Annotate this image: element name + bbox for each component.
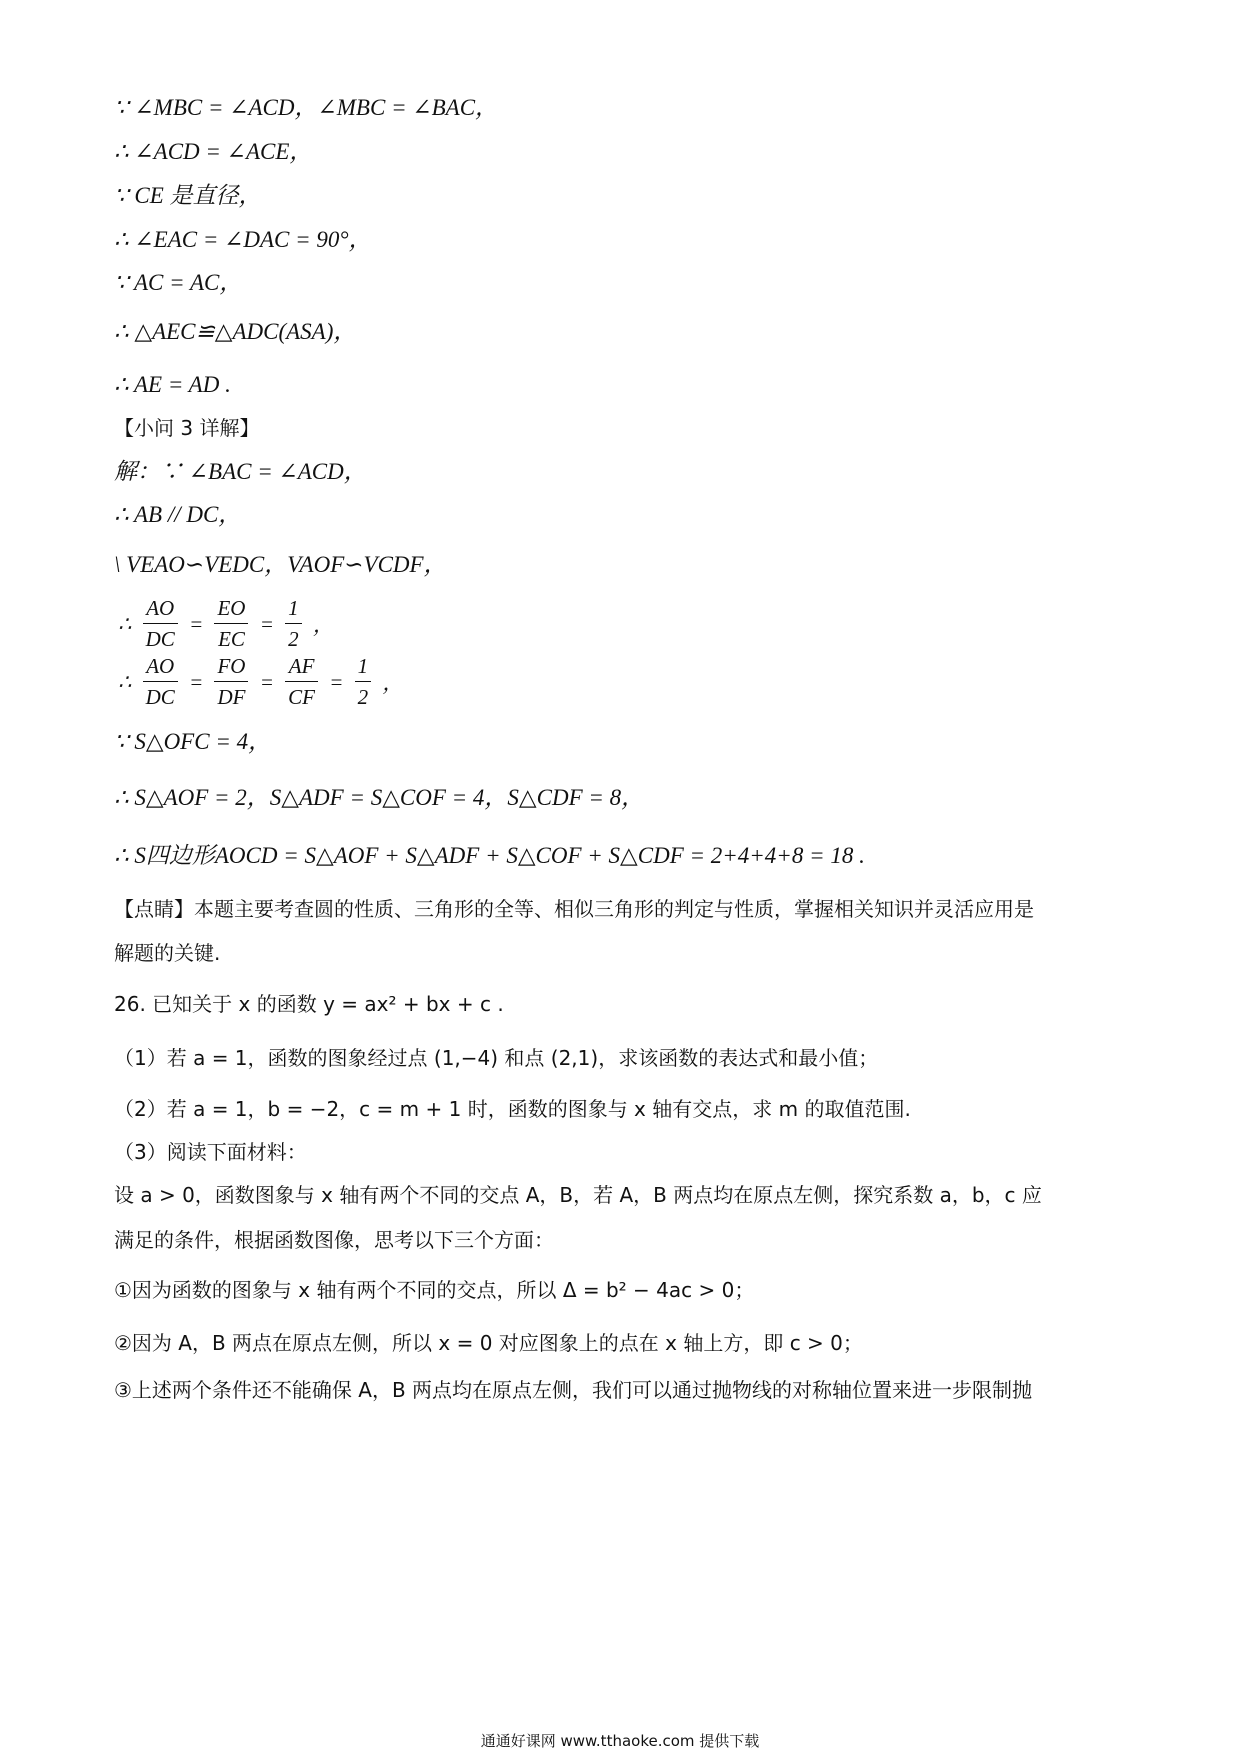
solution-line: ∵ ∠MBC = ∠ACD，∠MBC = ∠BAC， (114, 95, 499, 120)
condition-line: ②因为 A，B 两点在原点左侧，所以 x = 0 对应图象上的点在 x 轴上方，即 c > 0； (114, 1331, 863, 1355)
area-line: ∵ S△OFC = 4， (114, 729, 272, 754)
problem-part: （1）若 a = 1，函数的图象经过点 (1,−4) 和点 (2,1)，求该函数的表达式和最小值； (114, 1046, 879, 1070)
dianjing-line: 解题的关键. (114, 941, 221, 965)
material-line: 满足的条件，根据函数图像，思考以下三个方面： (114, 1228, 554, 1252)
problem-part: （2）若 a = 1，b = −2，c = m + 1 时，函数的图象与 x 轴有交点，求 m 的取值范围. (114, 1097, 911, 1121)
solution-line: ∴ ∠EAC = ∠DAC = 90°， (114, 227, 372, 252)
area-line: ∴ S四边形AOCD = S△AOF + S△ADF + S△COF + S△CDF = 2+4+4+8 = 18 . (114, 843, 865, 868)
solution-line: ∵ CE 是直径， (114, 183, 262, 208)
solution-line: ∵ AC = AC， (114, 270, 243, 295)
problem-part: （3）阅读下面材料： (114, 1140, 307, 1164)
condition-line: ①因为函数的图象与 x 轴有两个不同的交点，所以 Δ = b² − 4ac > 0； (114, 1278, 755, 1302)
solution-line: \ VEAO∽VEDC，VAOF∽VCDF， (114, 552, 447, 577)
solution-line: ∴ AB // DC， (114, 502, 242, 527)
section-heading: 【小问 3 详解】 (114, 416, 260, 440)
dianjing-line: 【点睛】本题主要考查圆的性质、三角形的全等、相似三角形的判定与性质，掌握相关知识并灵活应用是 (114, 897, 1034, 921)
footer-text: 通通好课网 www.tthaoke.com 提供下载 (480, 1732, 760, 1750)
solution-line: ∴ ∠ACD = ∠ACE， (114, 139, 313, 164)
problem-stem: 26. 已知关于 x 的函数 y = ax² + bx + c . (114, 992, 504, 1016)
condition-line: ③上述两个条件还不能确保 A，B 两点均在原点左侧，我们可以通过抛物线的对称轴位置来进一步限制抛 (114, 1378, 1033, 1402)
area-line: ∴ S△AOF = 2，S△ADF = S△COF = 4，S△CDF = 8， (114, 785, 645, 810)
solution-line: ∴ △AEC≌△ADC(ASA)， (114, 319, 357, 344)
fraction-equation-2: ∴ $\frac{AO}{DC}$ = $\frac{FO}{DF}$ = $\frac{AF}{CF}$ = $\frac{1}{2}$ ， (118, 654, 404, 709)
solution-line: 解：∵ ∠BAC = ∠ACD， (114, 459, 367, 484)
solution-line: ∴ AE = AD . (114, 372, 231, 397)
fraction-equation-1: ∴ $\frac{AO}{DC}$ = $\frac{EO}{EC}$ = $\frac{1}{2}$ ， (118, 596, 334, 651)
material-line: 设 a > 0，函数图象与 x 轴有两个不同的交点 A，B，若 A，B 两点均在原点左侧，探究系数 a，b，c 应 (114, 1183, 1042, 1207)
